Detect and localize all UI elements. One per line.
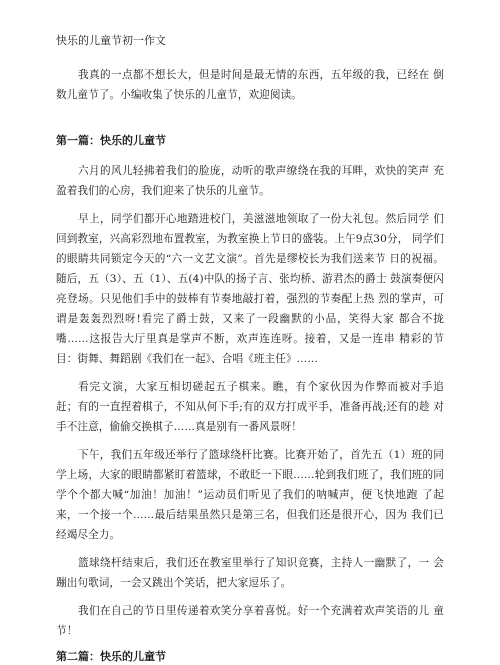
section-1-paragraph-1: 六月的风儿轻拂着我们的脸庞，动听的歌声缭绕在我的耳畔，欢快的笑声 充盈着我们的心房，我们迎来了快乐的儿童节。 [56, 165, 444, 197]
section-1-paragraph-6: 我们在自己的节日里传递着欢笑分享着喜悦。好一个充满着欢声笑语的儿 童节！ [56, 605, 444, 637]
document-title: 快乐的儿童节初一作文 [56, 34, 166, 47]
intro-paragraph: 我真的一点都不想长大，但是时间是最无情的东西，五年级的我，已经在 倒数儿童节了。小编收集了快乐的儿童节，欢迎阅读。 [56, 69, 444, 101]
section-heading-1: 第一篇：快乐的儿童节 [56, 134, 166, 147]
section-1-paragraph-4: 下午，我们五年级还举行了篮球绕杆比赛。比赛开始了，首先五（1）班的同学上场，大家的眼睛都紧盯着篮球，不敢眨一下眼……轮到我们班了，我们班的同学个个都大喊“加油！加油！”运动员们听见了我们的呐喊声，便飞快地跑 了起来，一个接一个……最后结果虽然只是第三名，但我们还是很开心，因为 我们已经竭尽全力。 [56, 449, 444, 541]
section-1-paragraph-2: 早上，同学们都开心地踏进校门，美滋滋地领取了一份大礼包。然后同学 们回到教室，兴高彩烈地布置教室，为教室换上节日的盛装。上午9点30分， 同学们的眼睛共同锁定今天的“六一文艺文演”。首先是缪校长为我们送来节 日的祝福。随后，五（3）、五（1）、五(4)中队的扬子言、张均桥、游君杰的爵士 鼓演奏便闪亮登场。只见他们手中的鼓棒有节奏地敲打着，强烈的节奏配上热 烈的掌声，可谓是轰轰烈烈呀!看完了爵士鼓，又来了一段幽默的小品，笑得大家 都合不拢嘴……这报告大厅里真是掌声不断，欢声连连呀。接着，又是一连串 精彩的节目：街舞、舞蹈剧《我们在一起》、合唱《班主任》…… [56, 213, 444, 365]
section-heading-2: 第二篇：快乐的儿童节 [56, 650, 166, 663]
section-1-paragraph-3: 看完文演，大家互相切磋起五子棋来。瞧，有个家伙因为作弊而被对手追 赶；有的一直捏着棋子，不知从何下手;有的双方打成平手，准备再战;还有的趁 对手不注意，偷偷交换棋子……真是别有一番风景呀！ [56, 381, 444, 433]
section-1-paragraph-5: 篮球绕杆结束后，我们还在教室里举行了知识竞赛，主持人一幽默了，一 会蹦出句歌词，一会又跳出个笑话，把大家逗乐了。 [56, 557, 444, 589]
